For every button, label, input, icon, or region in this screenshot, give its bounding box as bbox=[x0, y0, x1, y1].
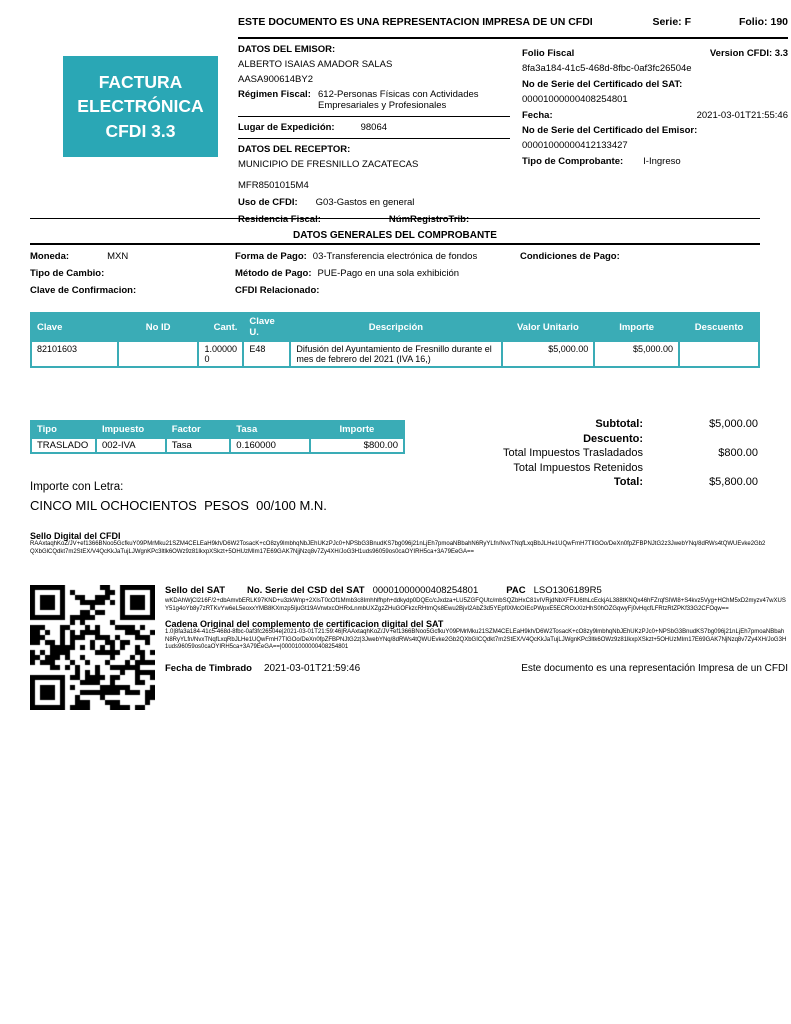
top-divider bbox=[238, 37, 788, 39]
tax-factor: Tasa bbox=[166, 438, 231, 453]
uso-cfdi-row bbox=[238, 197, 510, 208]
lugar-expedicion-label: Lugar de Expedición: bbox=[238, 122, 335, 133]
item-descuento bbox=[679, 341, 759, 367]
descuento-label: Descuento: bbox=[583, 432, 643, 445]
uso-cfdi-value: G03-Gastos en general bbox=[315, 197, 415, 208]
item-descripcion: Difusión del Ayuntamiento de Fresnillo durante el mes de febrero del 2021 (IVA 16,) bbox=[290, 341, 501, 367]
pac-label: PAC bbox=[506, 585, 526, 596]
lugar-expedicion-row bbox=[238, 122, 510, 133]
fecha-timbrado-value: 2021-03-01T21:59:46 bbox=[263, 662, 361, 674]
item-noid bbox=[118, 341, 199, 367]
col-tipo: Tipo bbox=[31, 421, 96, 438]
numregistrotrib-label: NúmRegistroTrib: bbox=[388, 214, 470, 225]
metodo-pago-label: Método de Pago: bbox=[235, 268, 312, 279]
tipo-cambio-label: Tipo de Cambio: bbox=[30, 268, 105, 279]
forma-pago-value: 03-Transferencia electrónica de fondos bbox=[312, 251, 478, 262]
regimen-fiscal-row bbox=[238, 89, 510, 111]
subtotal-label: Subtotal: bbox=[595, 418, 643, 430]
residencia-row bbox=[238, 214, 510, 225]
importe-letra-label: Importe con Letra: bbox=[30, 481, 124, 493]
emisor-section-title: DATOS DEL EMISOR: bbox=[238, 44, 336, 55]
sat-column bbox=[165, 585, 788, 710]
tax-table-header-row bbox=[31, 421, 404, 438]
tax-tipo: TRASLADO bbox=[31, 438, 96, 453]
factura-electronica-logo bbox=[63, 56, 218, 157]
col-importe: Importe bbox=[310, 421, 404, 438]
qr-code bbox=[30, 585, 155, 710]
pac-value: LSO1306189R5 bbox=[533, 585, 602, 596]
regimen-fiscal-value: 612-Personas Físicas con Actividades Empresariales y Profesionales bbox=[318, 89, 479, 111]
bottom-block bbox=[30, 585, 788, 710]
emisor-receptor-column bbox=[238, 44, 510, 225]
section-divider bbox=[30, 218, 760, 219]
document-title: ESTE DOCUMENTO ES UNA REPRESENTACION IMPRESA DE UN CFDI bbox=[238, 16, 593, 28]
top-bar bbox=[238, 16, 788, 28]
forma-pago-label: Forma de Pago: bbox=[235, 251, 307, 262]
col-noid: No ID bbox=[118, 313, 199, 341]
item-row bbox=[31, 341, 759, 367]
clave-confirmacion-label: Clave de Confirmacion: bbox=[30, 285, 137, 296]
section-divider bbox=[30, 243, 760, 245]
moneda-label: Moneda: bbox=[30, 251, 70, 262]
tax-table bbox=[30, 420, 405, 454]
moneda-value: MXN bbox=[107, 251, 129, 262]
divider bbox=[238, 116, 510, 117]
serie-certificado-emisor-value: 00001000000412133427 bbox=[522, 140, 628, 151]
divider bbox=[238, 138, 510, 139]
tax-importe: $800.00 bbox=[310, 438, 404, 453]
items-table-header-row bbox=[31, 313, 759, 341]
receptor-name: MUNICIPIO DE FRESNILLO ZACATECAS bbox=[238, 159, 419, 170]
impuestos-trasladados-value: $800.00 bbox=[718, 447, 758, 459]
metodo-pago-value: PUE-Pago en una sola exhibición bbox=[317, 268, 460, 279]
folio-value: Folio: 190 bbox=[738, 16, 788, 28]
total-label: Total: bbox=[613, 476, 643, 488]
col-clave: Clave bbox=[31, 313, 118, 341]
tipo-comprobante-value: I-Ingreso bbox=[643, 155, 681, 167]
item-clave: 82101603 bbox=[31, 341, 118, 367]
receptor-rfc: MFR8501015M4 bbox=[238, 180, 309, 191]
tax-tasa: 0.160000 bbox=[230, 438, 310, 453]
sello-sat-text: wKDAhWjCl216F/2+dbAmvbERLK97KND+u3zkWnp+2XIsT0cOf1Mmb3c8Imhhlfhph+ddkydp0DQEc/cJxdza+LU5ZGFQUtc/mbSQZbHxC81vIVRjdNbXFFIU6thLcEckjAL388tKNQx46hFZrqfSIWl8+S4kvz5Vyg+HChM5xD2myzv47wXUSY51g4oYb8y7zRTKvYw6eL5eoxxYMB8KXmzp5IjuGt19AVrwtxcOHRxLnmbUXZgzZHuGOFkzcRHtmQs8Ewu2BjvI2AbZ3d5YEpfIXMcOIEcPWpxE5ECROxXIzHhS0hOZGqwyFj0vHqcfLFRtzRtZPKf33G2CFOqw== bbox=[165, 598, 786, 612]
logo-line1: FACTURA bbox=[98, 71, 183, 92]
col-tasa: Tasa bbox=[230, 421, 310, 438]
receptor-section-title: DATOS DEL RECEPTOR: bbox=[238, 144, 351, 155]
item-cantidad: 1.000000 bbox=[198, 341, 243, 367]
impuestos-retenidos-label: Total Impuestos Retenidos bbox=[513, 461, 643, 474]
sello-sat-label: Sello del SAT bbox=[165, 585, 226, 596]
fecha-value: 2021-03-01T21:55:46 bbox=[696, 109, 788, 121]
serie-value: Serie: F bbox=[652, 16, 691, 28]
col-factor: Factor bbox=[166, 421, 231, 438]
subtotal-value: $5,000.00 bbox=[709, 418, 758, 430]
sello-digital-cfdi bbox=[30, 531, 767, 556]
tax-row bbox=[31, 438, 404, 453]
importe-con-letra bbox=[30, 481, 327, 513]
importe-letra-value: CINCO MIL OCHOCIENTOS PESOS 00/100 M.N. bbox=[30, 498, 327, 513]
cfdi-relacionado-label: CFDI Relacionado: bbox=[235, 285, 320, 296]
tipo-comprobante-label: Tipo de Comprobante: bbox=[522, 155, 624, 167]
logo-line3: CFDI 3.3 bbox=[105, 120, 176, 141]
logo-line2: ELECTRÓNICA bbox=[77, 96, 204, 117]
residencia-fiscal-label: Residencia Fiscal: bbox=[238, 214, 321, 225]
folio-fiscal-label: Folio Fiscal bbox=[522, 48, 575, 59]
col-valor-unitario: Valor Unitario bbox=[502, 313, 595, 341]
item-importe: $5,000.00 bbox=[594, 341, 679, 367]
descuento-value bbox=[643, 433, 758, 445]
col-importe: Importe bbox=[594, 313, 679, 341]
fecha-label: Fecha: bbox=[522, 109, 553, 121]
sello-cfdi-text: RAAxtaqhKoZ/JV+ef1366BNoo5GcfkuY09PMrMku21SZM4CELEaH9kh/D6W2TosacK+cO8zy9lmbhqNbJEhUKzPJc0+NPSbG3BnudKS7bg096j21nLjEh7pmoaNBbahN6RyYLfn/NvxTNqfLxqBbJLHe1UQwFmH7TIlGOo/DeXn0fpZFBPNJtG2z3JwebYNq/8dRWs4tQWUEvke2Gb2QXbGlCQdkt7m2StEX/V4QcKkJaTujLJWgnKPc3ltlk6OWz9z81lkxpXSkzt+5OHUzMIm17E69GAK7NjjNzq8v7Zy4XH/JoG3H1uds96059os0caOYIRH5ca+3A79EeGA== bbox=[30, 541, 766, 555]
item-valor-unitario: $5,000.00 bbox=[502, 341, 595, 367]
generales-section-title: DATOS GENERALES DEL COMPROBANTE bbox=[293, 230, 497, 241]
tax-impuesto: 002-IVA bbox=[96, 438, 166, 453]
items-table bbox=[30, 312, 760, 368]
serie-certificado-sat-value: 00001000000408254801 bbox=[522, 94, 628, 105]
emisor-name: ALBERTO ISAIAS AMADOR SALAS bbox=[238, 59, 393, 70]
total-value: $5,800.00 bbox=[709, 476, 758, 488]
regimen-fiscal-label: Régimen Fiscal: bbox=[238, 89, 311, 100]
csd-sat-label: No. Serie del CSD del SAT bbox=[247, 585, 365, 596]
cadena-original-title: Cadena Original del complemento de certificacion digital del SAT bbox=[165, 619, 444, 630]
item-claveu: E48 bbox=[243, 341, 290, 367]
csd-sat-value: 00001000000408254801 bbox=[372, 585, 479, 596]
fecha-timbrado-row bbox=[165, 663, 788, 674]
sello-cfdi-title: Sello Digital del CFDI bbox=[30, 531, 121, 541]
condiciones-pago-label: Condiciones de Pago: bbox=[520, 251, 620, 262]
impuestos-retenidos-value bbox=[643, 462, 758, 474]
fiscal-column bbox=[522, 48, 788, 171]
fecha-timbrado-label: Fecha de Timbrado bbox=[165, 662, 252, 674]
serie-certificado-sat-label: No de Serie del Certificado del SAT: bbox=[522, 78, 683, 90]
emisor-rfc: AASA900614BY2 bbox=[238, 74, 314, 85]
lugar-expedicion-value: 98064 bbox=[360, 122, 388, 133]
cadena-original-text: 1.0|8fa3a184-41c5-468d-8fbc-0af3fc26504e|2021-03-01T21:59:46|RAAxtaqhKoZ/JV+ef1366BNoo5GcfkuY09PMrMku21SZM4CELEaH9kh/D6W2TosacK+cO8zy9lmbhqNbJEhUKzPJc0+NPSbG3BnudKS7bg096j21nLjEh7pmoaNBbahN8RyYLfn/NvxTNqfLxqRbJLHe1UQwFmH7TIGOo/DeXn0fpZFBPNJtG2z|3JwebYNq/8dRWs4tQWUEvke2Gb2QXbGICQdkt7m2StEX/V4QcKkJaTujLJWgnKPc3ltk6OWz9z81lkxpXSkzt+5OHUzMIm17E69GAK7NjNzq8v7Zy4XH/JoG3H1uds96059os0caOYIRH5ca+3A79EeGA==|00001000000408254801 bbox=[165, 629, 787, 651]
serie-certificado-emisor-label: No de Serie del Certificado del Emisor: bbox=[522, 124, 698, 136]
col-impuesto: Impuesto bbox=[96, 421, 166, 438]
col-claveu: Clave U. bbox=[243, 313, 290, 341]
impuestos-trasladados-label: Total Impuestos Trasladados bbox=[502, 447, 643, 459]
totals-block bbox=[413, 418, 758, 491]
folio-fiscal-value: 8fa3a184-41c5-468d-8fbc-0af3fc26504e bbox=[522, 63, 692, 74]
version-cfdi: Version CFDI: 3.3 bbox=[709, 48, 788, 59]
col-descripcion: Descripción bbox=[290, 313, 501, 341]
uso-cfdi-label: Uso de CFDI: bbox=[238, 197, 298, 208]
representacion-note: Este documento es una representación Impresa de un CFDI bbox=[521, 662, 788, 674]
col-cant: Cant. bbox=[198, 313, 243, 341]
generales-rows bbox=[30, 251, 770, 302]
col-descuento: Descuento bbox=[679, 313, 759, 341]
